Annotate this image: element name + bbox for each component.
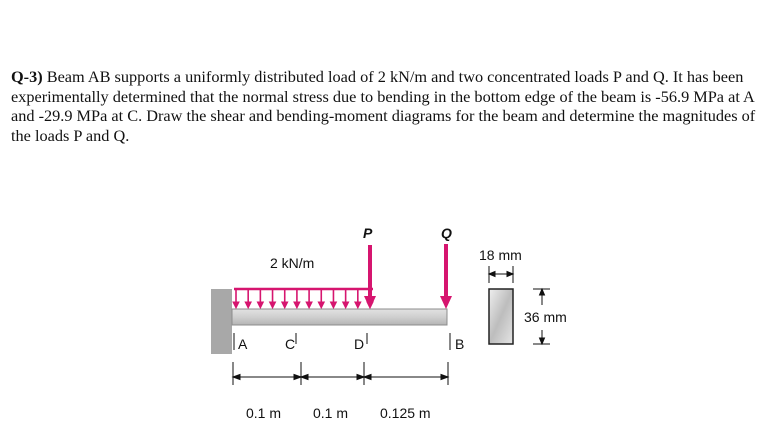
- load-q-arrow: [440, 244, 452, 309]
- dim-ac-label: 0.1 m: [246, 405, 282, 421]
- load-q-label: Q: [441, 225, 452, 241]
- point-b-label: B: [455, 336, 465, 352]
- point-a-label: A: [238, 336, 248, 352]
- point-c-label: C: [285, 336, 296, 352]
- udl-arrow-head: [257, 302, 263, 308]
- udl-arrow-head: [355, 302, 361, 308]
- question-number: Q-3): [11, 67, 43, 86]
- fixed-wall-support: [211, 289, 232, 354]
- section-height-label: 36 mm: [524, 309, 567, 325]
- udl-arrow-head: [306, 302, 312, 308]
- cross-section: [489, 289, 513, 344]
- udl-arrow-head: [343, 302, 349, 308]
- distributed-load-arrows: [233, 289, 373, 308]
- question-text: Beam AB supports a uniformly distributed load of 2 kN/m and two concentrated loads P and Q. It has been experimentally determined that the normal stress due to bending in the bottom edge of the beam is -56.9 MPa at A and -29.9 MPa at C. Draw the shear and bending-moment diagrams for the beam and determine the magnitudes of the loads P and Q.: [11, 67, 756, 145]
- beam-ab: [232, 309, 447, 325]
- udl-arrow-head: [245, 302, 251, 308]
- point-d-label: D: [354, 336, 365, 352]
- udl-arrow-head: [318, 302, 324, 308]
- section-width-dimension: [489, 266, 513, 283]
- dim-db-label: 0.125 m: [380, 405, 431, 421]
- udl-arrow-head: [294, 302, 300, 308]
- udl-arrow-head: [233, 302, 239, 308]
- dim-cd-label: 0.1 m: [313, 405, 349, 421]
- udl-arrow-head: [282, 302, 288, 308]
- distributed-load-label: 2 kN/m: [270, 255, 315, 271]
- section-width-label: 18 mm: [479, 247, 522, 263]
- udl-arrow-head: [330, 302, 336, 308]
- udl-arrow-head: [270, 302, 276, 308]
- beam-dimension-lines: [233, 362, 448, 385]
- load-p-label: P: [363, 225, 373, 241]
- load-p-arrow: [364, 245, 376, 309]
